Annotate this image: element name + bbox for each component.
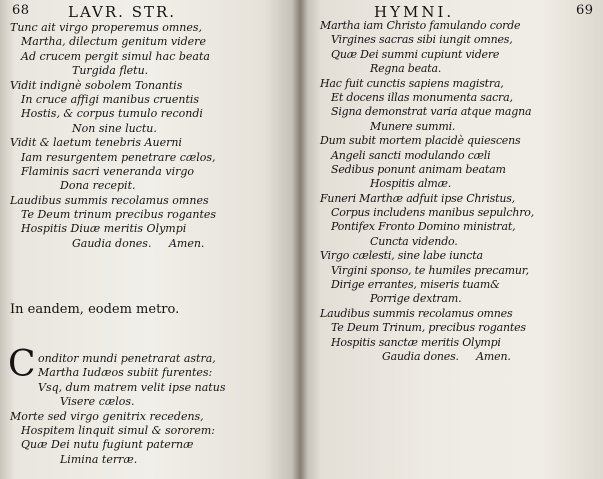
verse-line: Turgida fletu. — [72, 64, 149, 78]
verse-line: Sedibus ponunt animam beatam — [331, 162, 506, 176]
section-heading: In eandem, eodem metro. — [10, 302, 180, 317]
verse-line: Hospitis sanctæ meritis Olympi — [331, 335, 501, 349]
verse-line: Vidit indignè sobolem Tonantis — [10, 78, 183, 92]
verse-line: Limina terræ. — [60, 452, 138, 466]
verse-line: Funeri Marthæ adfuit ipse Christus, — [320, 191, 515, 205]
verse-line: Tunc ait virgo properemus omnes, — [10, 21, 202, 34]
left-running-head: LAVR. STR. — [68, 3, 177, 21]
verse-line: Martha Iudæos subiit furentes: — [38, 366, 213, 380]
verse-line: Munere summi. — [370, 119, 456, 133]
verse-line: In cruce affigi manibus cruentis — [21, 92, 200, 106]
verse-line: Vsq, dum matrem velit ipse natus — [38, 380, 226, 394]
verse-line: Hospitis Diuæ meritis Olympi — [21, 222, 187, 236]
right-page-number: 69 — [576, 3, 594, 18]
verse-line: Flaminis sacri veneranda virgo — [21, 164, 195, 178]
verse-line: Ad crucem pergit simul hac beata — [21, 49, 210, 63]
verse-line: Laudibus summis recolamus omnes — [10, 193, 209, 207]
verse-line: Te Deum trinum precibus rogantes — [21, 208, 217, 222]
verse-line: Quæ Dei summi cupiunt videre — [331, 47, 500, 61]
right-running-head: HYMNI. — [374, 3, 455, 21]
verse-line: Te Deum Trinum, precibus rogantes — [331, 321, 526, 335]
verse-line: Dum subit mortem placidè quiescens — [320, 134, 521, 148]
verse-line: Laudibus summis recolamus omnes — [320, 306, 513, 320]
verse-line-with-amen — [320, 350, 600, 364]
verse-line: Cuncta videndo. — [370, 234, 458, 248]
verse-line: Et docens illas monumenta sacra, — [331, 90, 513, 104]
verse-text: Gaudia dones. — [382, 349, 459, 363]
book-gutter — [292, 0, 308, 479]
verse-line: Martha, dilectum genitum videre — [21, 35, 206, 49]
verse-line: Iam resurgentem penetrare cælos, — [21, 150, 216, 164]
verse-text: Gaudia dones. — [72, 236, 152, 250]
verse-line: Hostis, & corpus tumulo recondi — [21, 107, 203, 121]
verse-line: Pontifex Fronto Domino ministrat, — [331, 220, 516, 234]
verse-line: Visere cælos. — [60, 395, 135, 409]
verse-line: Angeli sancti modulando cæli — [331, 148, 491, 162]
verse-line: Corpus includens manibus sepulchro, — [331, 206, 534, 220]
amen-text: Amen. — [168, 236, 205, 250]
verse-line: Virgini sponso, te humiles precamur, — [331, 263, 529, 277]
verse-line: Hospitis almæ. — [370, 177, 452, 191]
second-hymn-verses — [10, 352, 290, 467]
amen-text: Amen. — [476, 349, 511, 363]
verse-line: Hac fuit cunctis sapiens magistra, — [320, 76, 504, 90]
verse-line: Vidit & laetum tenebris Auerni — [10, 136, 182, 150]
left-page-number: 68 — [12, 3, 30, 18]
verse-line: Quæ Dei nutu fugiunt paternæ — [21, 438, 194, 452]
right-hymn-verses — [320, 19, 600, 364]
verse-line: Martha iam Christo famulando corde — [320, 19, 521, 32]
right-page — [300, 0, 603, 479]
verse-line: Regna beata. — [370, 62, 442, 76]
verse-line: Signa demonstrat varia atque magna — [331, 105, 532, 119]
verse-line: Dona recepit. — [60, 179, 136, 193]
verse-line: Virgines sacras sibi iungit omnes, — [331, 33, 513, 47]
left-page — [0, 0, 300, 479]
drop-cap-letter: C — [8, 344, 36, 385]
verse-line: onditor mundi penetrarat astra, — [38, 352, 216, 365]
left-hymn-verses — [10, 21, 235, 251]
verse-line: Dirige errantes, miseris tuam& — [331, 278, 500, 292]
verse-line: Morte sed virgo genitrix recedens, — [10, 409, 204, 423]
verse-line-with-amen — [10, 237, 235, 251]
verse-line: Hospitem linquit simul & sororem: — [21, 423, 215, 437]
verse-line: Non sine luctu. — [72, 121, 157, 135]
verse-line: Porrige dextram. — [370, 292, 462, 306]
verse-line: Virgo cælesti, sine labe iuncta — [320, 249, 483, 263]
